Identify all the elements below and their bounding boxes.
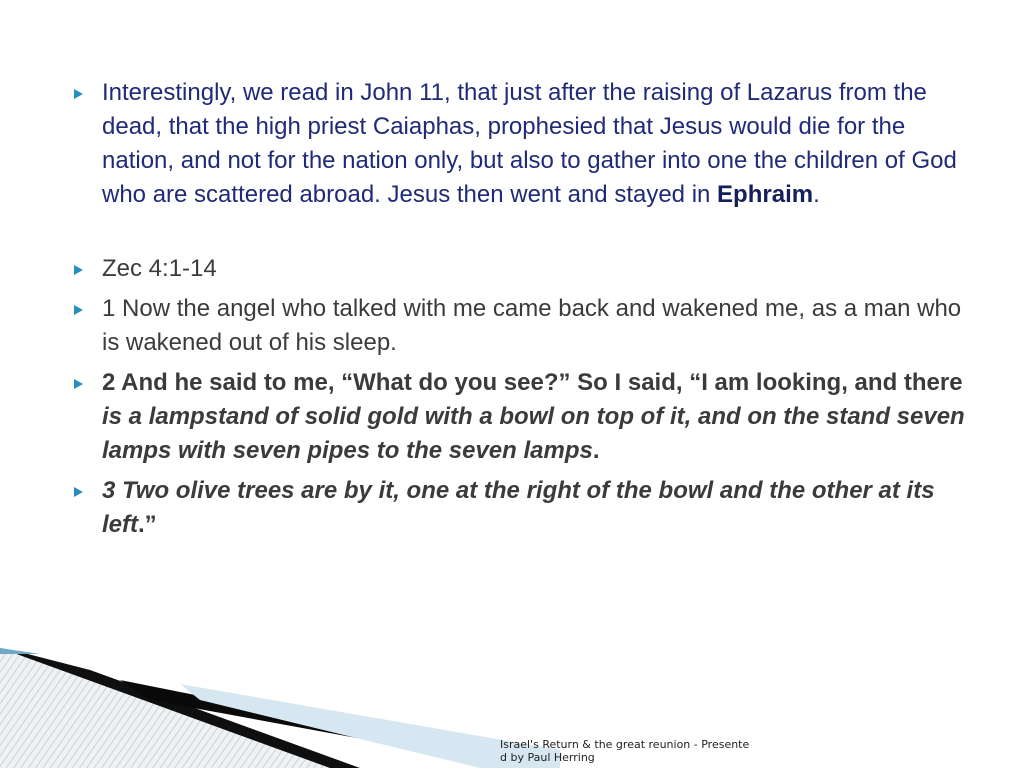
bullet-arrow-icon [74, 305, 83, 315]
bullet-item-5 [102, 474, 972, 542]
bullet-item-2 [102, 252, 972, 286]
bullet-arrow-icon [74, 487, 83, 497]
bullet-arrow-icon [74, 265, 83, 275]
bullet-4-text-bold: 2 And he said to me, “What do you see?” So I said, “I am looking, and there [102, 369, 963, 396]
bullet-item-3 [102, 292, 972, 360]
bullet-1-text: Interestingly, we read in John 11, that just after the raising of Lazarus from the dead, that the high priest Caiaphas, prophesied that Jesus would die for the nation, and not for the nation only, but also to gather into one the children of God who are scattered abroad. Jesus then went and stayed in [102, 79, 957, 208]
bullet-3-text: 1 Now the angel who talked with me came back and wakened me, as a man who is wakened out of his sleep. [102, 295, 962, 356]
bullet-1-end: . [813, 181, 820, 208]
bullet-2-text: Zec 4:1-14 [102, 255, 217, 282]
bullet-5-text-bold-italic: 3 Two olive trees are by it, one at the right of the bowl and the other at its left [102, 477, 935, 538]
bullet-item-1 [102, 76, 972, 212]
bullet-5-end: .” [138, 511, 157, 538]
bullet-4-text-bold-italic: is a lampstand of solid gold with a bowl on top of it, and on the stand seven lamps with seven pipes to the seven lamps [102, 403, 965, 464]
bullet-4-end: . [592, 437, 600, 464]
bullet-arrow-icon [74, 89, 83, 99]
bullet-arrow-icon [74, 379, 83, 389]
bullet-1-emphasis: Ephraim [717, 181, 814, 208]
bullet-item-4 [102, 366, 972, 468]
slide-decoration-wave [0, 640, 560, 768]
footer-text: Israel's Return & the great reunion - Presented by Paul Herring [500, 738, 750, 764]
bullet-list [102, 76, 972, 548]
